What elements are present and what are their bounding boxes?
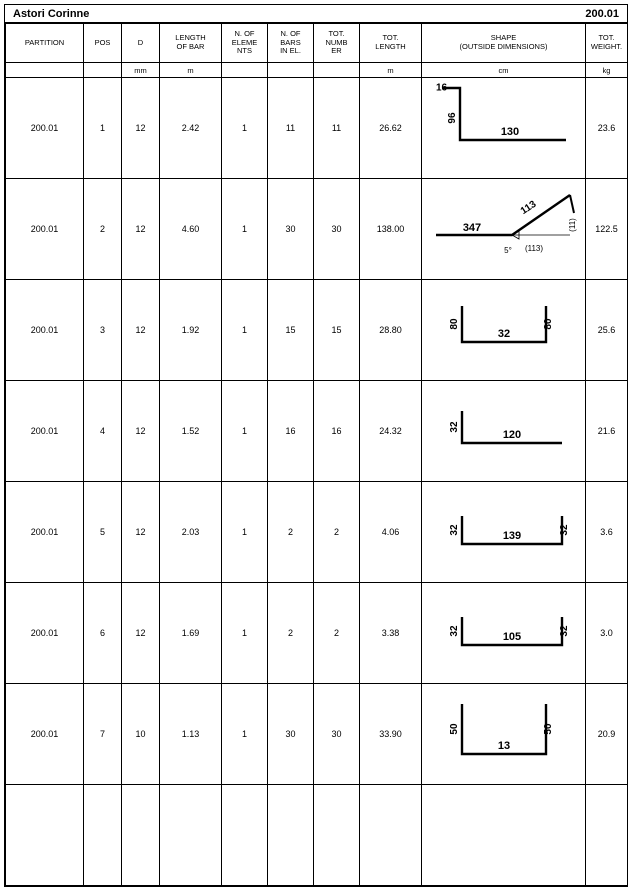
cell-pos-blank xyxy=(84,785,122,886)
header-n-of-bars-line2: BARS xyxy=(280,37,301,47)
shape-label-tail: (11) xyxy=(568,218,577,232)
cell-shape xyxy=(422,179,586,280)
unit-n-of-bars xyxy=(268,63,314,78)
cell-length-of-bar: 2.42 xyxy=(160,78,222,179)
cell-n-of-elements: 1 xyxy=(222,381,268,482)
header-n-of-elements-line3: NTS xyxy=(237,46,252,56)
cell-n-of-bars: 16 xyxy=(268,381,314,482)
header-tot-number-line3: ER xyxy=(331,46,342,56)
bar-shape-diagram xyxy=(422,381,585,481)
cell-n-of-bars: 11 xyxy=(268,78,314,179)
cell-tot-weight: 3.0 xyxy=(586,583,628,684)
cell-n-of-bars: 2 xyxy=(268,583,314,684)
cell-partition-blank xyxy=(6,785,84,886)
shape-label-left: 80 xyxy=(449,318,460,330)
cell-length-of-bar: 1.13 xyxy=(160,684,222,785)
shape-label-left: 50 xyxy=(449,723,460,735)
shape-label-right: 80 xyxy=(543,318,554,330)
cell-pos: 6 xyxy=(84,583,122,684)
shape-label-left: 96 xyxy=(447,112,458,124)
header-n-of-bars-line3: IN EL. xyxy=(280,46,301,56)
header-tot-number-line1: TOT. xyxy=(328,29,345,39)
shape-label-top: 16 xyxy=(436,82,448,94)
shape-label-bottom: 120 xyxy=(502,429,522,441)
cell-pos: 7 xyxy=(84,684,122,785)
shape-label-left: 32 xyxy=(449,421,460,433)
shape-label-bottom: 32 xyxy=(497,328,511,340)
header-n-of-bars-line1: N. OF xyxy=(280,29,301,39)
unit-tot-weight: kg xyxy=(586,63,628,78)
unit-partition xyxy=(6,63,84,78)
cell-tot-number-blank xyxy=(314,785,360,886)
cell-partition: 200.01 xyxy=(6,684,84,785)
document-title-right: 200.01 xyxy=(585,7,619,20)
shape-label-bottom: 139 xyxy=(502,530,522,542)
cell-n-of-bars-blank xyxy=(268,785,314,886)
cell-diameter: 12 xyxy=(122,280,160,381)
unit-length-of-bar: m xyxy=(160,63,222,78)
shape-label-right: 32 xyxy=(559,524,570,536)
header-n-of-bars xyxy=(268,24,314,63)
bar-shape-diagram xyxy=(422,583,585,683)
header-tot-weight xyxy=(586,24,628,63)
header-tot-number-line2: NUMB xyxy=(325,37,348,47)
cell-shape xyxy=(422,482,586,583)
cell-pos: 3 xyxy=(84,280,122,381)
header-n-of-elements-line2: ELEME xyxy=(231,37,258,47)
shape-label-right: 32 xyxy=(559,625,570,637)
cell-length-of-bar: 2.03 xyxy=(160,482,222,583)
header-tot-number xyxy=(314,24,360,63)
cell-length-of-bar: 1.52 xyxy=(160,381,222,482)
cell-tot-weight: 122.5 xyxy=(586,179,628,280)
cell-tot-weight: 23.6 xyxy=(586,78,628,179)
cell-tot-number: 11 xyxy=(314,78,360,179)
bar-shape-diagram xyxy=(422,280,585,380)
cell-n-of-bars: 30 xyxy=(268,179,314,280)
shape-label-left: 32 xyxy=(449,524,460,536)
cell-pos: 5 xyxy=(84,482,122,583)
cell-partition: 200.01 xyxy=(6,583,84,684)
shape-label-right: 50 xyxy=(543,723,554,735)
cell-shape xyxy=(422,78,586,179)
shape-label-horizontal: 347 xyxy=(462,222,482,234)
header-shape-line2: (OUTSIDE DIMENSIONS) xyxy=(459,42,548,51)
cell-length-of-bar-blank xyxy=(160,785,222,886)
cell-tot-length: 24.32 xyxy=(360,381,422,482)
table-row xyxy=(6,179,628,280)
rebar-schedule-sheet xyxy=(4,4,628,887)
table-row xyxy=(6,78,628,179)
cell-tot-number: 15 xyxy=(314,280,360,381)
table-row-blank xyxy=(6,785,628,886)
table-row xyxy=(6,280,628,381)
cell-tot-length: 26.62 xyxy=(360,78,422,179)
cell-tot-weight-blank xyxy=(586,785,628,886)
cell-n-of-bars: 15 xyxy=(268,280,314,381)
cell-diameter: 12 xyxy=(122,583,160,684)
title-bar xyxy=(5,5,627,23)
header-n-of-elements-line1: N. OF xyxy=(234,29,255,39)
cell-diameter: 12 xyxy=(122,179,160,280)
bar-shape-diagram xyxy=(422,482,585,582)
shape-label-bottom: 105 xyxy=(502,631,522,643)
cell-n-of-elements: 1 xyxy=(222,684,268,785)
header-tot-length-line2: LENGTH xyxy=(375,42,406,51)
unit-tot-length: m xyxy=(360,63,422,78)
rebar-table xyxy=(5,23,628,886)
cell-tot-length: 138.00 xyxy=(360,179,422,280)
shape-label-bottom: 13 xyxy=(497,740,511,752)
cell-shape xyxy=(422,381,586,482)
cell-partition: 200.01 xyxy=(6,482,84,583)
cell-n-of-elements: 1 xyxy=(222,482,268,583)
header-tot-weight-line1: TOT. xyxy=(598,33,615,43)
cell-tot-weight: 3.6 xyxy=(586,482,628,583)
bar-shape-diagram xyxy=(422,684,585,784)
cell-tot-weight: 21.6 xyxy=(586,381,628,482)
cell-diameter: 10 xyxy=(122,684,160,785)
cell-tot-number: 16 xyxy=(314,381,360,482)
header-length-of-bar-line2: OF BAR xyxy=(176,42,205,51)
cell-length-of-bar: 4.60 xyxy=(160,179,222,280)
header-tot-weight-line2: WEIGHT. xyxy=(590,42,623,51)
unit-tot-number xyxy=(314,63,360,78)
cell-tot-weight: 25.6 xyxy=(586,280,628,381)
shape-label-diagonal: 113 xyxy=(518,198,539,217)
shape-label-bottom: 130 xyxy=(500,126,520,138)
header-diameter: D xyxy=(122,24,160,63)
cell-n-of-elements-blank xyxy=(222,785,268,886)
cell-pos: 4 xyxy=(84,381,122,482)
cell-tot-number: 2 xyxy=(314,482,360,583)
shape-label-angle: 5° xyxy=(504,246,512,255)
cell-shape xyxy=(422,684,586,785)
cell-pos: 2 xyxy=(84,179,122,280)
cell-n-of-bars: 30 xyxy=(268,684,314,785)
header-tot-length xyxy=(360,24,422,63)
header-length-of-bar xyxy=(160,24,222,63)
header-row xyxy=(6,24,628,63)
header-tot-length-line1: TOT. xyxy=(382,33,399,43)
cell-tot-length: 4.06 xyxy=(360,482,422,583)
header-pos: POS xyxy=(84,24,122,63)
cell-shape xyxy=(422,583,586,684)
header-shape-line1: SHAPE xyxy=(490,33,517,43)
table-row xyxy=(6,684,628,785)
cell-pos: 1 xyxy=(84,78,122,179)
bar-shape-diagram xyxy=(422,179,585,279)
cell-n-of-elements: 1 xyxy=(222,280,268,381)
cell-n-of-elements: 1 xyxy=(222,179,268,280)
unit-diameter: mm xyxy=(122,63,160,78)
header-length-of-bar-line1: LENGTH xyxy=(175,33,206,43)
cell-n-of-elements: 1 xyxy=(222,78,268,179)
cell-shape-blank xyxy=(422,785,586,886)
cell-diameter: 12 xyxy=(122,78,160,179)
cell-n-of-bars: 2 xyxy=(268,482,314,583)
header-shape xyxy=(422,24,586,63)
cell-tot-number: 30 xyxy=(314,684,360,785)
units-row xyxy=(6,63,628,78)
cell-diameter-blank xyxy=(122,785,160,886)
cell-tot-length-blank xyxy=(360,785,422,886)
cell-partition: 200.01 xyxy=(6,179,84,280)
cell-diameter: 12 xyxy=(122,381,160,482)
cell-partition: 200.01 xyxy=(6,381,84,482)
cell-diameter: 12 xyxy=(122,482,160,583)
cell-tot-length: 28.80 xyxy=(360,280,422,381)
shape-label-angle-length: (113) xyxy=(524,244,544,253)
cell-tot-length: 3.38 xyxy=(360,583,422,684)
cell-partition: 200.01 xyxy=(6,78,84,179)
table-row xyxy=(6,482,628,583)
unit-n-of-elements xyxy=(222,63,268,78)
cell-tot-number: 30 xyxy=(314,179,360,280)
table-row xyxy=(6,583,628,684)
cell-length-of-bar: 1.69 xyxy=(160,583,222,684)
cell-tot-weight: 20.9 xyxy=(586,684,628,785)
table-header xyxy=(6,24,628,78)
cell-partition: 200.01 xyxy=(6,280,84,381)
unit-pos xyxy=(84,63,122,78)
cell-n-of-elements: 1 xyxy=(222,583,268,684)
cell-length-of-bar: 1.92 xyxy=(160,280,222,381)
document-title-left: Astori Corinne xyxy=(13,7,90,20)
header-partition: PARTITION xyxy=(6,24,84,63)
cell-tot-length: 33.90 xyxy=(360,684,422,785)
table-body xyxy=(6,78,628,886)
cell-shape xyxy=(422,280,586,381)
cell-tot-number: 2 xyxy=(314,583,360,684)
header-n-of-elements xyxy=(222,24,268,63)
unit-shape: cm xyxy=(422,63,586,78)
shape-label-left: 32 xyxy=(449,625,460,637)
table-row xyxy=(6,381,628,482)
bar-shape-diagram xyxy=(422,78,585,178)
